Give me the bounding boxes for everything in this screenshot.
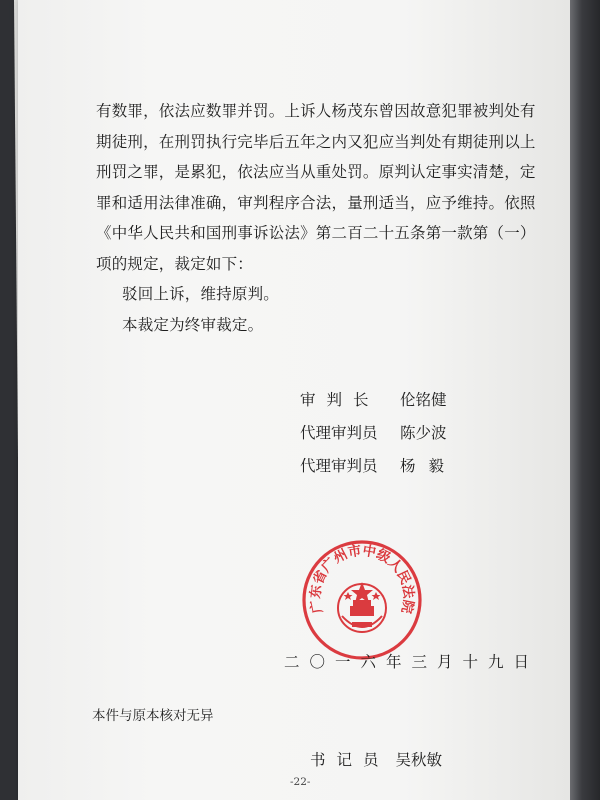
final-statement: 本裁定为终审裁定。 bbox=[122, 315, 264, 334]
signature-block bbox=[300, 388, 540, 487]
ruling-date: 二〇一六年三月十九日 bbox=[284, 653, 540, 671]
clerk-signature bbox=[310, 748, 442, 770]
national-emblem-icon bbox=[338, 582, 386, 632]
paragraph-line: 期徒刑，在刑罚执行完毕后五年之内又犯应当判处有期徒刑以上 bbox=[96, 132, 536, 151]
paragraph-line: 有数罪，依法应数罪并罚。上诉人杨茂东曾因故意犯罪被判处有 bbox=[96, 102, 536, 120]
paragraph-line: 刑罚之罪，是累犯，依法应当从重处罚。原判认定事实清楚，定 bbox=[96, 163, 536, 181]
signature-row bbox=[300, 388, 540, 421]
signature-title: 审判长 bbox=[300, 391, 380, 409]
signature-title: 代理审判员 bbox=[300, 424, 378, 442]
court-seal bbox=[300, 538, 424, 662]
signature-name: 伦铭健 bbox=[400, 391, 447, 409]
page-number: -22- bbox=[290, 776, 311, 788]
binder-edge bbox=[570, 0, 600, 800]
clerk-title: 书记员 bbox=[310, 751, 390, 769]
signature-row bbox=[300, 454, 540, 487]
signature-title: 代理审判员 bbox=[300, 457, 378, 475]
paragraph-line: 项的规定，裁定如下： bbox=[96, 254, 254, 273]
signature-row bbox=[300, 421, 540, 454]
paragraph-line: 《中华人民共和国刑事诉讼法》第二百二十五条第一款第（一） bbox=[96, 224, 536, 242]
paragraph-line: 罪和适用法律准确，审判程序合法，量刑适当，应予维持。依照 bbox=[96, 193, 536, 212]
verification-note: 本件与原本核对无异 bbox=[92, 708, 214, 724]
ruling-decision: 驳回上诉，维持原判。 bbox=[122, 285, 280, 303]
ruling-body bbox=[96, 96, 536, 340]
clerk-name: 吴秋敏 bbox=[395, 751, 443, 769]
signature-name: 陈少波 bbox=[400, 424, 447, 442]
signature-name: 杨毅 bbox=[400, 457, 458, 475]
seal-text: 广东省广州市中级人民法院 bbox=[307, 542, 417, 615]
